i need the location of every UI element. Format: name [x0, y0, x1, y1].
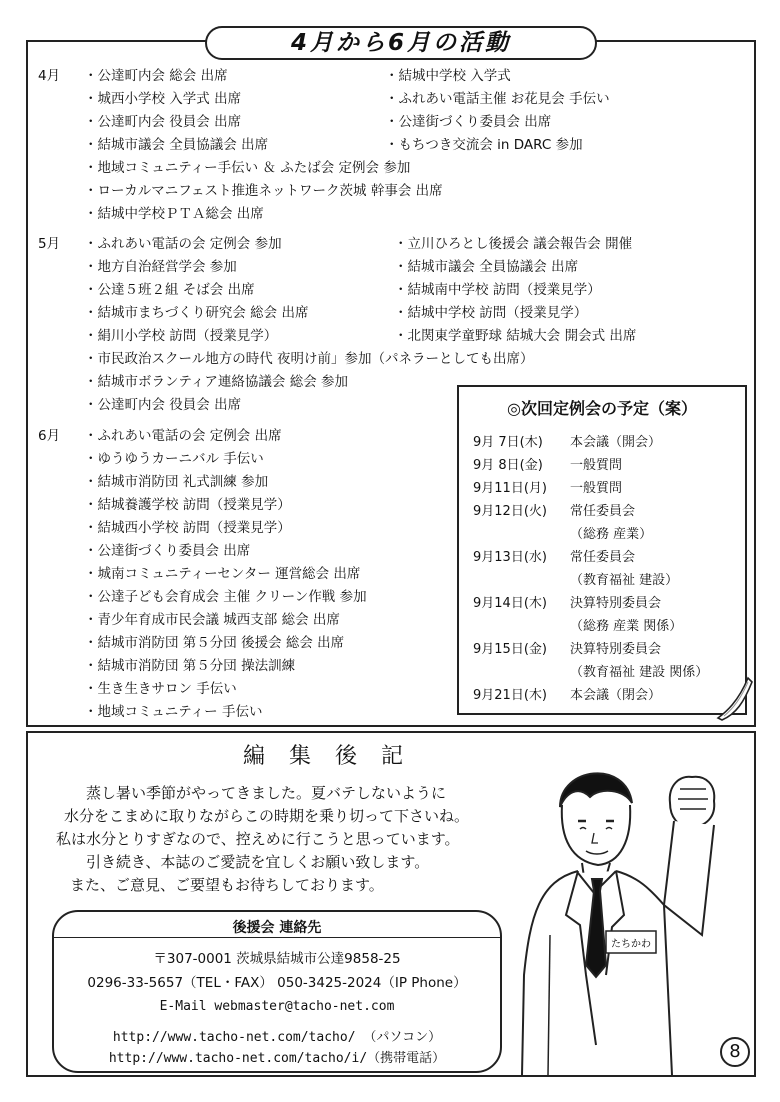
contact-url-mobile[interactable]: http://www.tacho-net.com/tacho/i/（携帯電話） — [108, 1051, 446, 1066]
month-label-may: 5月 — [38, 236, 61, 252]
list-item: ・結城市議会 全員協議会 出席 — [394, 259, 579, 275]
list-item: ・市民政治スクール地方の時代 夜明け前」参加（パネラーとしても出席） — [84, 351, 534, 367]
schedule-event: 常任委員会 — [570, 550, 636, 565]
list-item: ・結城市消防団 第５分団 後援会 総会 出席 — [84, 635, 345, 651]
list-item: ・ゆうゆうカーニバル 手伝い — [84, 451, 264, 467]
editorial-line: 私は水分とりすぎなので、控えめに行こうと思っています。 — [56, 830, 460, 848]
list-item: ・地域コミュニティー 手伝い — [84, 704, 263, 720]
schedule-date: 9月21日(木) — [473, 688, 547, 703]
contact-divider — [54, 937, 500, 938]
name-badge-text: たちかわ — [611, 939, 651, 950]
list-item: ・城西小学校 入学式 出席 — [84, 91, 242, 107]
list-item: ・結城市消防団 礼式訓練 参加 — [84, 474, 269, 490]
list-item: ・公達街づくり委員会 出席 — [84, 543, 251, 559]
schedule-event: 決算特別委員会 — [570, 642, 662, 657]
list-item: ・結城養護学校 訪問（授業見学） — [84, 497, 291, 513]
list-item: ・生き生きサロン 手伝い — [84, 681, 237, 697]
schedule-detail: （教育福祉 建設） — [570, 573, 679, 588]
list-item: ・結城市議会 全員協議会 出席 — [84, 137, 269, 153]
schedule-event: 一般質問 — [570, 458, 623, 473]
schedule-title: ◎次回定例会の予定（案） — [507, 399, 697, 418]
month-label-april: 4月 — [38, 68, 61, 84]
schedule-event: 一般質問 — [570, 481, 623, 496]
contact-title: 後援会 連絡先 — [232, 920, 322, 936]
list-item: ・ふれあい電話の会 定例会 参加 — [84, 236, 282, 252]
schedule-event: 決算特別委員会 — [570, 596, 662, 611]
list-item: ・公達子ども会育成会 主催 クリーン作戦 参加 — [84, 589, 367, 605]
schedule-date: 9月 7日(木) — [473, 435, 543, 450]
list-item: ・ローカルマニフェスト推進ネットワーク茨城 幹事会 出席 — [84, 183, 443, 199]
list-item: ・公達５班２組 そば会 出席 — [84, 282, 255, 298]
list-item: ・結城市ボランティア連絡協議会 総会 参加 — [84, 374, 349, 390]
list-item: ・公達町内会 総会 出席 — [84, 68, 228, 84]
schedule-box — [457, 385, 747, 715]
contact-box — [52, 910, 502, 1073]
schedule-date: 9月15日(金) — [473, 642, 547, 657]
person-illustration — [520, 745, 750, 1075]
month-label-june: 6月 — [38, 428, 61, 444]
schedule-event: 常任委員会 — [570, 504, 636, 519]
schedule-detail: （総務 産業） — [570, 527, 653, 542]
list-item: ・結城中学校 入学式 — [385, 68, 511, 84]
list-item: ・公達町内会 役員会 出席 — [84, 397, 242, 413]
contact-url-pc[interactable]: http://www.tacho-net.com/tacho/ （パソコン） — [112, 1030, 442, 1045]
list-item: ・地域コミュニティー手伝い ＆ ふたば会 定例会 参加 — [84, 160, 411, 176]
list-item: ・結城南中学校 訪問（授業見学） — [394, 282, 601, 298]
list-item: ・城南コミュニティーセンター 運営総会 出席 — [84, 566, 361, 582]
schedule-detail: （教育福祉 建設 関係） — [570, 665, 709, 680]
list-item: ・公達街づくり委員会 出席 — [385, 114, 552, 130]
contact-address: 〒307-0001 茨城県結城市公達9858-25 — [153, 951, 401, 967]
list-item: ・青少年育成市民会議 城西支部 総会 出席 — [84, 612, 340, 628]
list-item: ・結城西小学校 訪問（授業見学） — [84, 520, 291, 536]
list-item: ・地方自治経営学会 参加 — [84, 259, 237, 275]
activities-title: 4月から6月の活動 — [205, 26, 597, 60]
page-number: 8 — [720, 1037, 750, 1067]
editorial-text — [56, 782, 470, 897]
list-item: ・もちつき交流会 in DARC 参加 — [385, 137, 583, 153]
list-item: ・結城中学校ＰＴＡ総会 出席 — [84, 206, 264, 222]
schedule-date: 9月12日(火) — [473, 504, 547, 519]
list-item: ・ふれあい電話主催 お花見会 手伝い — [385, 91, 610, 107]
list-item: ・ふれあい電話の会 定例会 出席 — [84, 428, 282, 444]
contact-phone: 0296-33-5657（TEL・FAX） 050-3425-2024（IP Phone） — [87, 975, 467, 991]
list-item: ・公達町内会 役員会 出席 — [84, 114, 242, 130]
contact-email[interactable]: E-Mail webmaster@tacho-net.com — [159, 999, 395, 1014]
list-item: ・北関東学童野球 結城大会 開会式 出席 — [394, 328, 637, 344]
editorial-line: 蒸し暑い季節がやってきました。夏バテしないように — [86, 784, 447, 802]
editorial-title: 編集後記 — [243, 744, 428, 769]
list-item: ・結城市消防団 第５分団 操法訓練 — [84, 658, 296, 674]
schedule-date: 9月 8日(金) — [473, 458, 543, 473]
schedule-event: 本会議（閉会） — [570, 688, 662, 703]
schedule-date: 9月13日(水) — [473, 550, 547, 565]
editorial-line: 引き続き、本誌のご愛読を宜しくお願い致します。 — [86, 853, 430, 871]
list-item: ・結城市まちづくり研究会 総会 出席 — [84, 305, 309, 321]
schedule-event: 本会議（開会） — [570, 435, 662, 450]
list-item: ・絹川小学校 訪問（授業見学） — [84, 328, 278, 344]
editorial-line: また、ご意見、ご要望もお待ちしております。 — [70, 876, 384, 894]
schedule-detail: （総務 産業 関係） — [570, 619, 683, 634]
page-curl-icon — [714, 672, 754, 722]
editorial-line: 水分をこまめに取りながらこの時期を乗り切って下さいね。 — [64, 807, 470, 825]
schedule-date: 9月11日(月) — [473, 481, 547, 496]
list-item: ・立川ひろとし後援会 議会報告会 開催 — [394, 236, 633, 252]
schedule-date: 9月14日(木) — [473, 596, 547, 611]
list-item: ・結城中学校 訪問（授業見学） — [394, 305, 588, 321]
